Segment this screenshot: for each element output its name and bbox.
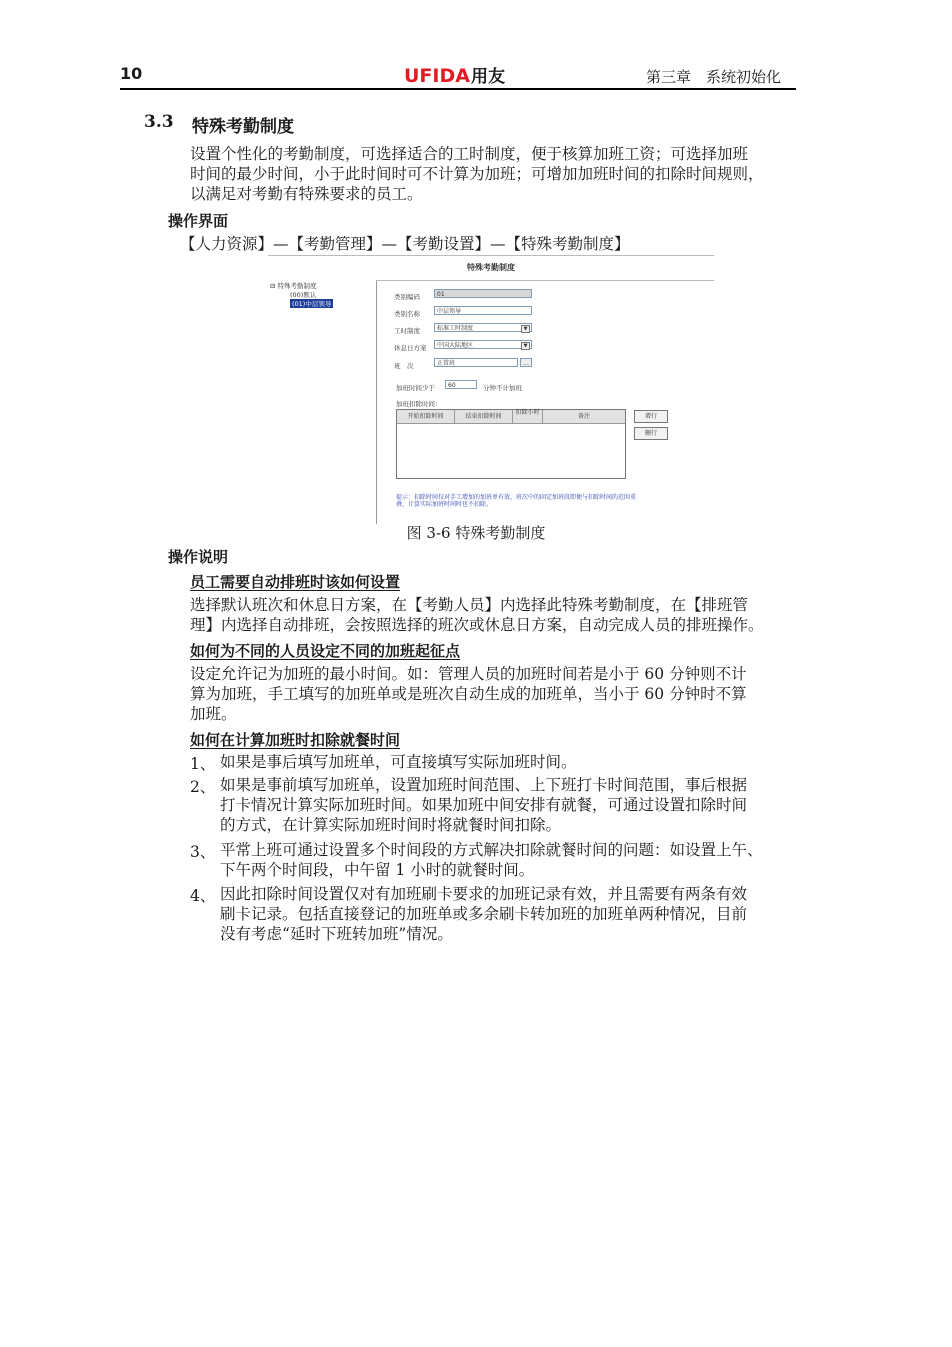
list-item-3: [220, 840, 796, 880]
brand-logo: [404, 62, 505, 87]
category-code-input[interactable]: 01: [434, 289, 532, 298]
topic-heading-2: 如何为不同的人员设定不同的加班起征点: [190, 642, 461, 660]
topic-1-line-1: 选择默认班次和休息日方案，在【考勤人员】内选择此特殊考勤制度，在【排班管: [190, 596, 749, 614]
topic-2-line-2: 算为加班，手工填写的加班单或是班次自动生成的加班单，当小于 60 分钟时不算: [190, 685, 747, 703]
overtime-min-prefix: 加班时间少于: [396, 384, 435, 392]
list-number-3: 3、: [190, 843, 216, 861]
list-1-line-1: 如果是事后填写加班单，可直接填写实际加班时间。: [220, 753, 577, 771]
topic-heading-3: 如何在计算加班时扣除就餐时间: [190, 731, 401, 749]
rest-plan-label: 休息日方案: [394, 344, 427, 352]
figure-screenshot: [268, 254, 714, 524]
list-4-line-2: 刷卡记录。包括直接登记的加班单或多余刷卡转加班的加班单两种情况，目前: [220, 905, 748, 923]
section-number: 3.3: [144, 112, 174, 132]
list-number-1: 1、: [190, 755, 216, 773]
topic-2-line-3: 加班。: [190, 705, 237, 723]
add-row-button[interactable]: 增行: [634, 410, 668, 423]
work-system-value: 标准工时制度: [437, 325, 474, 332]
list-2-line-1: 如果是事前填写加班单，设置加班时间范围、上下班打卡时间范围，事后根据: [220, 776, 748, 794]
header-rule: [120, 88, 796, 90]
topic-2-line-1: 设定允许记为加班的最小时间。如：管理人员的加班时间若是小于 60 分钟则不计: [190, 665, 747, 683]
figure-caption: 图 3-6 特殊考勤制度: [406, 524, 546, 542]
topic-1-line-2: 理】内选择自动排班，会按照选择的班次或休息日方案，自动完成人员的排班操作。: [190, 616, 764, 634]
brand-name-cn: 用友: [470, 67, 505, 87]
panel-top-rule: [376, 280, 714, 281]
rest-plan-select[interactable]: [434, 340, 532, 349]
grid-header: [397, 410, 625, 424]
grid-col-remark[interactable]: 备注: [577, 413, 590, 420]
category-name-input[interactable]: 中层领导: [434, 306, 532, 315]
instructions-label: 操作说明: [168, 548, 229, 566]
screenshot-top-rule: [268, 255, 714, 256]
intro-line-2: 时间的最少时间，小于此时间时可不计算为加班；可增加加班时间的扣除时间规则，: [190, 165, 764, 183]
deduct-time-grid[interactable]: [396, 409, 626, 479]
chevron-down-icon[interactable]: ▼: [521, 325, 530, 333]
shift-label: 班 次: [394, 362, 414, 370]
chevron-down-icon[interactable]: ▼: [521, 342, 530, 350]
intro-line-3: 以满足对考勤有特殊要求的员工。: [190, 185, 423, 203]
hint-text: 提示：扣除时间仅对手工增加的加班单有效，班次中的固定加班段即便与扣除时间的范围重叠，计算实际加班时间时也不扣除。: [396, 494, 637, 508]
brand-name: UFIDA: [404, 65, 470, 87]
list-2-line-3: 的方式，在计算实际加班时间时将就餐时间扣除。: [220, 816, 562, 834]
nav-path: 【人力资源】—【考勤管理】—【考勤设置】—【特殊考勤制度】: [180, 235, 630, 253]
tree-root-label: 特殊考勤制度: [277, 282, 317, 290]
shift-input[interactable]: 正常班: [434, 358, 518, 367]
deduct-time-label: 加班扣除时间：: [396, 400, 442, 408]
delete-row-button[interactable]: 删行: [634, 427, 668, 440]
list-3-line-2: 下午两个时间段，中午留 1 小时的就餐时间。: [220, 861, 535, 879]
ui-label: 操作界面: [168, 212, 229, 230]
work-system-select[interactable]: [434, 323, 532, 332]
rest-plan-value: 中国大陆地区: [437, 342, 474, 349]
list-3-line-1: 平常上班可通过设置多个时间段的方式解决扣除就餐时间的问题：如设置上午、: [220, 841, 763, 859]
list-item-4: [220, 884, 796, 944]
tree-root[interactable]: ⊟ 特殊考勤制度: [270, 282, 317, 290]
list-item-1: [220, 752, 796, 772]
panel-divider: [376, 280, 377, 524]
list-2-line-2: 打卡情况计算实际加班时间。如果加班中间安排有就餐，可通过设置扣除时间: [220, 796, 748, 814]
overtime-min-suffix: 分钟不计加班: [483, 384, 522, 392]
grid-col-hours[interactable]: 扣除小时: [513, 410, 543, 423]
chapter-title: 第三章 系统初始化: [646, 68, 782, 86]
category-tree: [270, 281, 370, 308]
tree-item-selected[interactable]: (01)中层领导: [292, 300, 332, 308]
section-title: 特殊考勤制度: [192, 117, 294, 137]
list-number-2: 2、: [190, 778, 216, 796]
grid-col-start[interactable]: 开始扣除时间: [397, 410, 455, 423]
list-4-line-1: 因此扣除时间设置仅对有加班刷卡要求的加班记录有效，并且需要有两条有效: [220, 885, 748, 903]
topic-heading-1: 员工需要自动排班时该如何设置: [190, 573, 401, 591]
page-number: 10: [120, 64, 143, 83]
category-code-label: 类别编码: [394, 293, 420, 301]
grid-col-end[interactable]: 结束扣除时间: [455, 410, 513, 423]
screenshot-title: 特殊考勤制度: [467, 263, 515, 272]
tree-item-default[interactable]: (00)默认: [290, 291, 317, 299]
list-4-line-3: 没有考虑“延时下班转加班”情况。: [220, 925, 453, 943]
overtime-min-input[interactable]: 60: [445, 380, 477, 389]
list-number-4: 4、: [190, 887, 216, 905]
shift-browse-button[interactable]: ...: [520, 358, 532, 367]
intro-line-1: 设置个性化的考勤制度，可选择适合的工时制度，便于核算加班工资；可选择加班: [190, 145, 749, 163]
work-system-label: 工时制度: [394, 327, 420, 335]
category-name-label: 类别名称: [394, 310, 420, 318]
list-item-2: [220, 775, 796, 835]
